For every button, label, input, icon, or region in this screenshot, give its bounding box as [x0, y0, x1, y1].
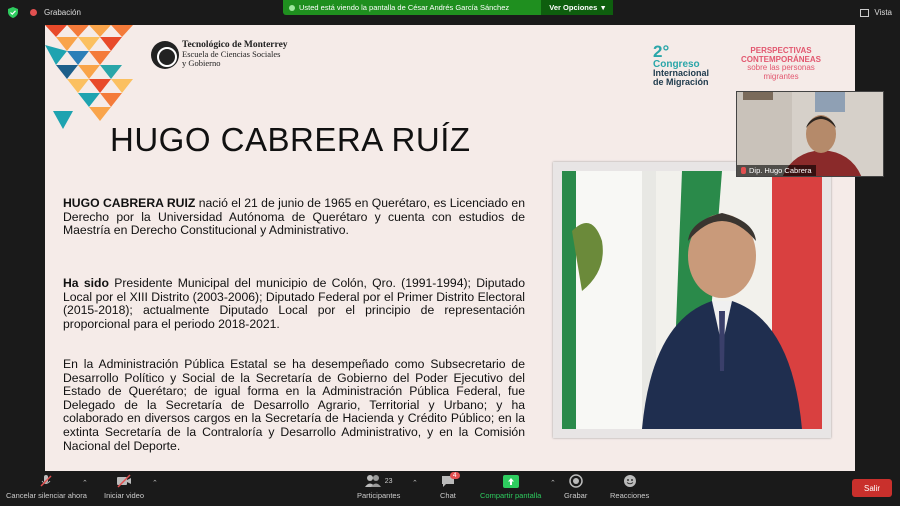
perspectives-line-1: PERSPECTIVAS	[750, 46, 812, 55]
reactions-button[interactable]	[610, 474, 649, 500]
leave-meeting-button[interactable]: Salir	[852, 479, 892, 497]
participant-video-tile[interactable]	[736, 91, 884, 177]
unmute-button[interactable]	[6, 474, 87, 500]
share-screen-button[interactable]	[480, 474, 541, 500]
geometric-decoration	[45, 25, 145, 135]
audio-options-chevron-icon[interactable]: ⌃	[82, 480, 88, 487]
bio-paragraph-1-text: nació el 21 de junio de 1965 en Querétaro, es Licenciado en Derecho por la Universidad Autónoma de Querétaro y cuenta con estudios de Maestría en Derecho Constitucional y Administrativo.	[63, 196, 525, 238]
portrait-frame	[553, 162, 831, 438]
view-options-button[interactable]	[541, 0, 613, 15]
chat-label: Chat	[440, 491, 456, 500]
muted-microphone-icon	[39, 474, 53, 488]
logo-line-2: Escuela de Ciencias Sociales	[182, 49, 281, 59]
share-message: Usted está viendo la pantalla de César Andrés García Sánchez	[299, 3, 510, 12]
congress-number: 2°	[653, 42, 670, 61]
start-video-button[interactable]	[104, 474, 144, 500]
participant-name: Dip. Hugo Cabrera	[749, 166, 812, 175]
bio-paragraph-1	[63, 197, 525, 238]
perspectives-line-4: migrantes	[763, 71, 799, 81]
participants-options-chevron-icon[interactable]: ⌃	[412, 480, 418, 487]
bio-paragraph-2-bold: Ha sido	[63, 276, 109, 290]
unmute-label: Cancelar silenciar ahora	[6, 491, 87, 500]
meeting-top-bar	[0, 0, 900, 25]
share-screen-label: Compartir pantalla	[480, 491, 542, 500]
security-shield-icon[interactable]	[8, 7, 18, 18]
record-button[interactable]	[564, 474, 587, 500]
perspectives-line-2: CONTEMPORÁNEAS	[740, 54, 821, 64]
congress-line-1: Congreso	[653, 59, 700, 70]
participants-icon	[365, 474, 393, 488]
meeting-toolbar	[0, 471, 900, 506]
screen-share-banner	[283, 0, 613, 15]
share-options-chevron-icon[interactable]: ⌃	[550, 480, 556, 487]
tec-logo-icon	[151, 41, 179, 69]
participants-label: Participantes	[357, 491, 401, 500]
chat-unread-badge: 4	[450, 472, 460, 479]
record-icon	[569, 474, 583, 488]
share-screen-icon	[503, 474, 519, 488]
grid-view-icon	[860, 9, 869, 17]
start-video-label: Iniciar video	[104, 491, 145, 500]
smiley-plus-icon	[623, 474, 637, 488]
recording-dot-icon	[30, 9, 37, 16]
recording-label: Grabación	[44, 8, 81, 17]
congress-logo	[653, 43, 709, 87]
portrait-photo	[562, 171, 822, 429]
tec-logo-text	[182, 41, 288, 68]
share-indicator-icon	[289, 5, 295, 11]
view-button[interactable]	[860, 8, 892, 17]
reactions-label: Reacciones	[610, 491, 650, 500]
bio-paragraph-2-text: Presidente Municipal del municipio de Colón, Qro. (1991-1994); Diputado Local por el XIII Distrito (2003-2006); Diputado Federal por el Primer Distrito Electoral (2015-2018); actualmente Diputado Local por el principio de representación proporcional para el periodo 2018-2021.	[63, 276, 525, 331]
participants-count: 23	[384, 477, 393, 485]
congress-line-2: Internacional	[653, 68, 710, 78]
record-label: Grabar	[564, 491, 588, 500]
video-off-icon	[116, 474, 132, 488]
chat-icon	[441, 474, 455, 488]
chevron-down-icon: ▾	[601, 3, 605, 12]
chat-button[interactable]	[440, 474, 456, 500]
logo-line-1: Tecnológico de Monterrey	[182, 40, 288, 50]
muted-mic-icon	[741, 167, 746, 174]
logo-line-3: y Gobierno	[182, 58, 221, 68]
perspectives-line-3: sobre las personas	[747, 63, 815, 72]
participants-button[interactable]	[357, 474, 400, 500]
video-options-chevron-icon[interactable]: ⌃	[152, 480, 158, 487]
view-options-label: Ver Opciones	[549, 3, 598, 12]
perspectives-logo	[731, 47, 831, 81]
shared-slide	[45, 25, 855, 471]
congress-line-3: de Migración	[653, 77, 709, 87]
participant-name-tag	[737, 165, 816, 176]
bio-paragraph-2	[63, 277, 525, 331]
bio-paragraph-3: En la Administración Pública Estatal se ha desempeñado como Subsecretario de Desarrollo Político y Social de la Secretaría de Gobierno del Poder Ejecutivo del Estado de Querétaro; de igual forma en la Administración Pública Federal, fue Delegado de la Secretaría de Desarrollo Agrario, Territorial y Urbano; y ha colaborado en diversos cargos en la Secretaría de Hacienda y Crédito Público; en la extinta Secretaría de la Contraloría y Desarrollo Administrativo, y en la Comisión Nacional del Deporte.	[63, 357, 525, 453]
view-label: Vista	[874, 8, 892, 17]
slide-title: HUGO CABRERA RUÍZ	[110, 121, 471, 158]
bio-paragraph-1-bold: HUGO CABRERA RUIZ	[63, 196, 196, 210]
